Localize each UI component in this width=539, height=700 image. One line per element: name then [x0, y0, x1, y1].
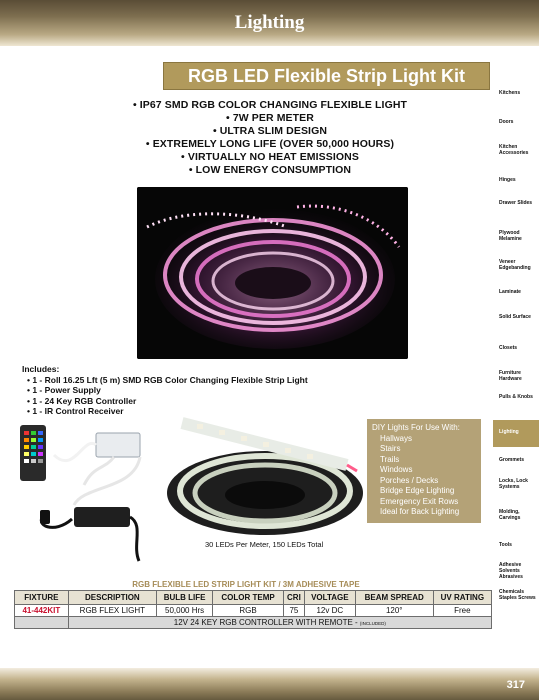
table-cell: 75 — [283, 605, 304, 617]
table-header-row — [15, 591, 492, 605]
sidebar-item-chemicals-staples-screws[interactable]: Chemicals Staples Screws — [499, 589, 536, 601]
diy-item: Stairs — [380, 444, 401, 453]
sidebar-item-kitchens[interactable]: Kitchens — [499, 90, 521, 96]
led-strip-reel-photo — [157, 413, 370, 539]
column-header: DESCRIPTION — [68, 591, 156, 605]
table-cell: 120° — [355, 605, 433, 617]
footer-bar — [0, 668, 539, 700]
sidebar-item-plywood-melamine[interactable]: Plywood Melamine — [499, 230, 522, 242]
table-cell: 50,000 Hrs — [157, 605, 213, 617]
sidebar-item-doors[interactable]: Doors — [499, 119, 514, 125]
spec-table — [14, 590, 492, 629]
table-row — [15, 605, 492, 617]
led-count-caption: 30 LEDs Per Meter, 150 LEDs Total — [205, 540, 324, 549]
column-header: COLOR TEMP — [213, 591, 284, 605]
column-header: CRI — [283, 591, 304, 605]
feature-item: • ULTRA SLIM DESIGN — [212, 125, 328, 137]
sidebar-item-drawer-slides[interactable]: Drawer Slides — [499, 200, 533, 206]
sidebar-item-lighting[interactable]: Lighting — [493, 420, 539, 447]
table-cell-empty — [15, 617, 69, 629]
category-sidebar — [493, 82, 539, 612]
diy-item: Ideal for Back Lighting — [380, 507, 460, 516]
product-title-banner — [163, 62, 490, 90]
remote-controller-power-supply-illustration — [14, 415, 159, 565]
column-header: BEAM SPREAD — [355, 591, 433, 605]
product-title: RGB LED Flexible Strip Light Kit — [187, 66, 465, 86]
feature-item: • LOW ENERGY CONSUMPTION — [188, 164, 352, 176]
page-category-title: Lighting — [234, 12, 305, 33]
column-header: UV RATING — [433, 591, 491, 605]
feature-item: • 7W PER METER — [226, 112, 314, 124]
page-number: 317 — [506, 679, 525, 691]
feature-list — [100, 99, 440, 177]
sidebar-item-molding-carvings[interactable]: Molding, Carvings — [499, 509, 521, 521]
includes-item: • 1 - IR Control Receiver — [27, 406, 124, 416]
diy-item: Bridge Edge Lighting — [380, 486, 455, 495]
fixture-code: 41-442KIT — [15, 605, 69, 617]
table-cell: RGB FLEX LIGHT — [68, 605, 156, 617]
feature-item: • VIRTUALLY NO HEAT EMISSIONS — [181, 151, 359, 163]
diy-item: Trails — [380, 454, 400, 464]
table-note — [68, 617, 491, 629]
led-strip-glowing-photo — [137, 187, 408, 359]
spec-table-title: RGB FLEXIBLE LED STRIP LIGHT KIT / 3M ADHESIVE TAPE — [132, 580, 360, 589]
note-main: 12V 24 KEY RGB CONTROLLER WITH REMOTE - — [173, 618, 360, 627]
table-cell: RGB — [213, 605, 284, 617]
diy-uses-box — [367, 419, 481, 523]
sidebar-item-grommets[interactable]: Grommets — [499, 457, 525, 463]
sidebar-item-kitchen-accessories[interactable]: Kitchen Accessories — [499, 144, 529, 156]
diy-item: Emergency Exit Rows — [380, 496, 459, 506]
sidebar-item-solid-surface[interactable]: Solid Surface — [499, 314, 531, 320]
sidebar-item-veneer-edgebanding[interactable]: Veneer Edgebanding — [499, 259, 531, 271]
includes-item: • 1 - 24 Key RGB Controller — [27, 395, 137, 406]
includes-item: • 1 - Roll 16.25 Lft (5 m) SMD RGB Color Changing Flexible Strip Light — [27, 374, 308, 385]
diy-heading: DIY Lights For Use With: — [372, 423, 460, 432]
diy-item: Windows — [380, 465, 413, 474]
kit-components-photo — [14, 415, 159, 565]
table-note-row — [15, 617, 492, 629]
includes-heading: Includes: — [22, 364, 60, 374]
table-cell: Free — [433, 605, 491, 617]
sidebar-item-tools[interactable]: Tools — [499, 542, 512, 548]
diy-item: Porches / Decks — [380, 475, 439, 485]
column-header: VOLTAGE — [304, 591, 355, 605]
diy-list — [380, 434, 476, 518]
includes-list — [27, 375, 308, 417]
feature-item: • EXTREMELY LONG LIFE (OVER 50,000 HOURS) — [145, 138, 395, 150]
sidebar-item-furniture-hardware[interactable]: Furniture Hardware — [499, 370, 522, 382]
led-reel-illustration — [157, 413, 370, 539]
feature-item: • IP67 SMD RGB COLOR CHANGING FLEXIBLE LIGHT — [132, 99, 408, 111]
sidebar-item-pulls-knobs[interactable]: Pulls & Knobs — [499, 394, 533, 400]
sidebar-item-closets[interactable]: Closets — [499, 345, 518, 351]
led-reel-illustration — [137, 187, 408, 359]
sidebar-item-hinges[interactable]: Hinges — [499, 177, 516, 183]
column-header: BULB LIFE — [157, 591, 213, 605]
column-header: FIXTURE — [15, 591, 69, 605]
sidebar-item-adhesive-solvents-abrasives[interactable]: Adhesive Solvents Abrasives — [499, 562, 523, 580]
note-small: (INCLUDED) — [359, 621, 386, 626]
diy-item: Hallways — [380, 433, 413, 443]
includes-section — [22, 364, 308, 417]
sidebar-item-laminate[interactable]: Laminate — [499, 289, 521, 295]
includes-item: • 1 - Power Supply — [27, 385, 101, 395]
table-cell: 12v DC — [304, 605, 355, 617]
sidebar-item-locks[interactable]: Locks, Lock Systems — [499, 478, 528, 490]
